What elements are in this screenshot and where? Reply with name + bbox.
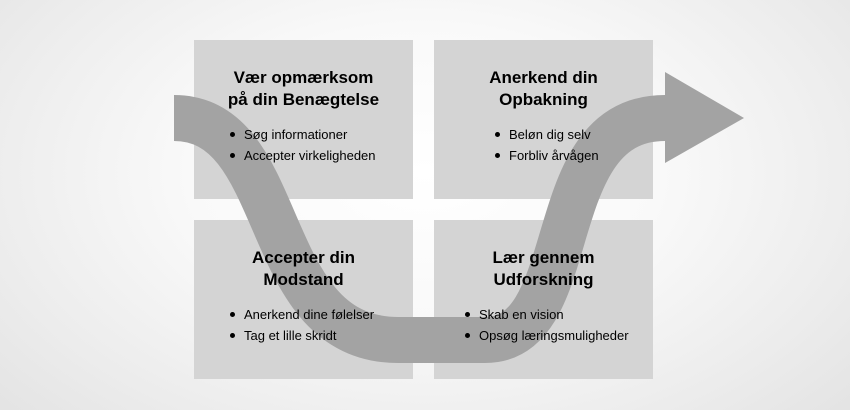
- list-item: Beløn dig selv: [495, 124, 599, 145]
- quadrant-commitment-bullets: [495, 124, 599, 166]
- title-line: Udforskning: [493, 270, 594, 289]
- list-item: Søg informationer: [230, 124, 376, 145]
- quadrant-resistance-title: [194, 247, 413, 291]
- title-line: Modstand: [263, 270, 344, 289]
- list-item: Anerkend dine følelser: [230, 304, 374, 325]
- list-item: Opsøg læringsmuligheder: [465, 325, 629, 346]
- quadrant-exploration-title: [434, 247, 653, 291]
- list-item: Accepter virkeligheden: [230, 145, 376, 166]
- quadrant-denial-title: [194, 67, 413, 111]
- arrow-head-icon: [665, 72, 744, 163]
- quadrant-resistance-bullets: [230, 304, 374, 346]
- quadrant-commitment-title: [434, 67, 653, 111]
- list-item: Tag et lille skridt: [230, 325, 374, 346]
- title-line: Opbakning: [499, 90, 588, 109]
- quadrant-exploration-bullets: [465, 304, 629, 346]
- title-line: på din Benægtelse: [227, 90, 380, 109]
- title-line: Anerkend din: [489, 68, 598, 87]
- title-line: Lær gennem: [492, 248, 595, 267]
- title-line: Vær opmærksom: [233, 68, 374, 87]
- title-line: Accepter din: [252, 248, 355, 267]
- list-item: Skab en vision: [465, 304, 629, 325]
- quadrant-denial-bullets: [230, 124, 376, 166]
- list-item: Forbliv årvågen: [495, 145, 599, 166]
